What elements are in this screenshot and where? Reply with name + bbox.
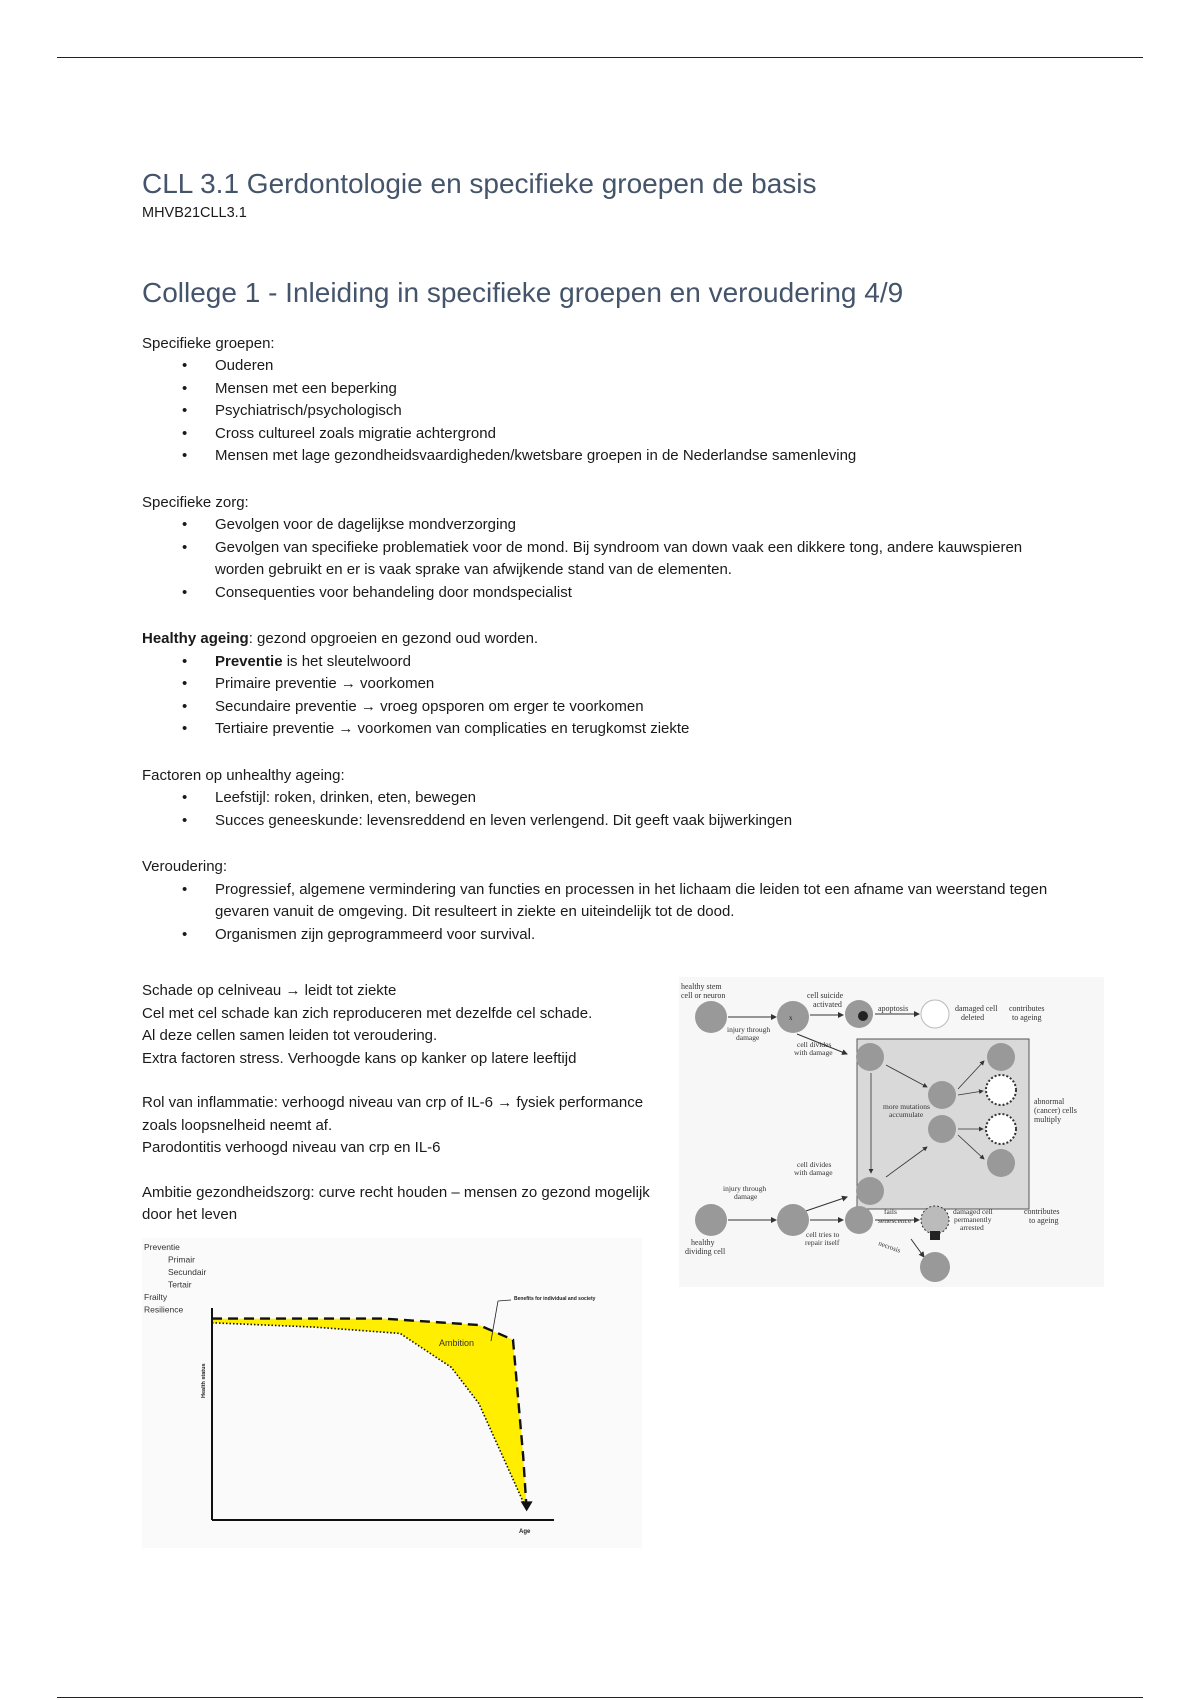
list-item bbox=[142, 651, 1102, 674]
section-heading: Specifieke zorg: bbox=[142, 493, 249, 511]
label-abnormal-1: abnormal bbox=[1034, 1097, 1065, 1106]
document-title: CLL 3.1 Gerdontologie en specifieke groepen de basis bbox=[142, 168, 817, 199]
arrested-cell bbox=[921, 1206, 949, 1234]
legend-line: Tertair bbox=[168, 1279, 192, 1290]
left-column bbox=[142, 980, 662, 1249]
mutating-cell bbox=[928, 1081, 956, 1109]
heading-rest: : gezond opgroeien en gezond oud worden. bbox=[248, 630, 539, 648]
list-item: • Psychiatrisch/psychologisch bbox=[142, 400, 1102, 423]
label-healthy-stem-2: cell or neuron bbox=[681, 991, 726, 1000]
list-item: • Succes geneeskunde: levensreddend en leven verlengend. Dit geeft vaak bijwerkingen bbox=[142, 810, 1102, 833]
label-cell-suicide-2: activated bbox=[813, 1000, 842, 1009]
list-item: • Gevolgen voor de dagelijkse mondverzorging bbox=[142, 514, 1102, 537]
list-item: • Primaire preventie → voorkomen bbox=[142, 673, 1102, 696]
label-damaged-arrested-1: damaged cell bbox=[953, 1207, 993, 1216]
list-item: • Secundaire preventie → vroeg opsporen om erger te voorkomen bbox=[142, 696, 1102, 719]
inflammatie-paragraph bbox=[142, 1092, 662, 1160]
label-healthy-stem-1: healthy stem bbox=[681, 982, 722, 991]
lock-icon bbox=[930, 1231, 940, 1240]
damaged-cell bbox=[777, 1204, 809, 1236]
label-contributes-top-2: to ageing bbox=[1012, 1013, 1042, 1022]
document-body bbox=[142, 166, 1102, 946]
label-injury-bottom-1: injury through bbox=[723, 1184, 767, 1193]
y-axis-label: Health status bbox=[201, 1363, 207, 1398]
dividing-cell bbox=[856, 1177, 884, 1205]
text-line: Al deze cellen samen leiden tot veroudering. bbox=[142, 1027, 438, 1044]
section-specifieke-zorg bbox=[142, 492, 1102, 605]
legend-line: Resilience bbox=[144, 1304, 184, 1315]
label-injury-bottom-2: damage bbox=[734, 1192, 758, 1201]
text-line: Parodontitis verhoogd niveau van crp en IL-6 bbox=[142, 1139, 441, 1156]
label-cell-divides-top-1: cell divides bbox=[797, 1040, 832, 1049]
schade-paragraph bbox=[142, 980, 662, 1070]
course-code: MHVB21CLL3.1 bbox=[142, 205, 247, 221]
list-item: • Leefstijl: roken, drinken, eten, bewegen bbox=[142, 787, 1102, 810]
label-damaged-deleted-1: damaged cell bbox=[955, 1004, 998, 1013]
text-line: Schade op celniveau → leidt tot ziekte bbox=[142, 982, 397, 999]
section-heading: Specifieke groepen: bbox=[142, 334, 275, 352]
repairing-cell bbox=[845, 1206, 873, 1234]
x-axis-label: Age bbox=[519, 1529, 531, 1535]
label-healthy-dividing-1: healthy bbox=[691, 1238, 715, 1247]
mutating-cell bbox=[928, 1115, 956, 1143]
text-line: Extra factoren stress. Verhoogde kans op kanker op latere leeftijd bbox=[142, 1049, 577, 1067]
label-healthy-dividing-2: dividing cell bbox=[685, 1247, 726, 1256]
label-necrosis: necrosis bbox=[877, 1239, 902, 1255]
list-item: • Organismen zijn geprogrammeerd voor survival. bbox=[142, 924, 1102, 947]
label-cell-tries-1: cell tries to bbox=[806, 1230, 840, 1239]
dividing-cell bbox=[856, 1043, 884, 1071]
label-cell-tries-2: repair itself bbox=[805, 1238, 840, 1247]
item-rest: is het sleutelwoord bbox=[282, 652, 411, 670]
list-item: • Consequenties voor behandeling door mondspecialist bbox=[142, 582, 1102, 605]
top-rule bbox=[57, 57, 1143, 58]
label-cell-suicide-1: cell suicide bbox=[807, 991, 844, 1000]
cancer-cell bbox=[986, 1075, 1016, 1105]
label-injury-top-1: injury through bbox=[727, 1025, 771, 1034]
area-label: Ambition bbox=[439, 1338, 475, 1348]
bold-term: Healthy ageing bbox=[142, 630, 249, 648]
list-item: • Mensen met een beperking bbox=[142, 378, 1102, 401]
label-abnormal-2: (cancer) cells bbox=[1034, 1106, 1077, 1115]
damaged-cell bbox=[777, 1001, 809, 1033]
label-contributes-top-1: contributes bbox=[1009, 1004, 1045, 1013]
legend-line: Preventie bbox=[144, 1242, 180, 1252]
label-more-mutations-1: more mutations bbox=[883, 1102, 930, 1111]
legend-line: Frailty bbox=[144, 1292, 168, 1302]
annotation-label: Benefits for individual and society bbox=[514, 1296, 596, 1302]
label-cell-divides-top-2: with damage bbox=[794, 1048, 833, 1057]
cancer-cell bbox=[987, 1149, 1015, 1177]
text-line: Rol van inflammatie: verhoogd niveau van crp of IL-6 → fysiek performance zoals loopsnelheid neemt af. bbox=[142, 1094, 644, 1134]
text-line: Ambitie gezondheidszorg: curve recht houden – mensen zo gezond mogelijk door het leven bbox=[142, 1183, 650, 1223]
nucleus bbox=[858, 1011, 868, 1021]
health-chart-svg bbox=[142, 1238, 642, 1548]
bullet-list bbox=[142, 355, 1102, 468]
healthy-dividing-cell bbox=[695, 1204, 727, 1236]
list-item: • Cross cultureel zoals migratie achtergrond bbox=[142, 423, 1102, 446]
text-line: Cel met cel schade kan zich reproduceren met dezelfde cel schade. bbox=[142, 1004, 593, 1022]
label-damaged-deleted-2: deleted bbox=[961, 1013, 985, 1022]
cell-damage-diagram bbox=[679, 977, 1104, 1287]
label-injury-top-2: damage bbox=[736, 1033, 760, 1042]
chart-background bbox=[142, 1238, 642, 1548]
label-fails-1: fails bbox=[884, 1207, 897, 1216]
label-abnormal-3: multiply bbox=[1034, 1115, 1062, 1124]
section-heading bbox=[142, 628, 1102, 651]
list-item: • Gevolgen van specifieke problematiek voor de mond. Bij syndroom van down vaak een dikkere tong, andere kauwspieren worden gebruikt en er is vaak sprake van afwijkende stand van de elementen. bbox=[142, 537, 1102, 582]
healthy-stem-cell bbox=[695, 1001, 727, 1033]
health-status-chart bbox=[142, 1238, 642, 1548]
cancer-cell bbox=[986, 1114, 1016, 1144]
list-item: • Mensen met lage gezondheidsvaardigheden/kwetsbare groepen in de Nederlandse samenleving bbox=[142, 445, 1102, 468]
necrotic-cell bbox=[920, 1252, 950, 1282]
list-item: • Tertiaire preventie → voorkomen van complicaties en terugkomst ziekte bbox=[142, 718, 1102, 741]
section-veroudering bbox=[142, 856, 1102, 946]
legend-line: Secundair bbox=[168, 1267, 207, 1277]
ambitie-paragraph bbox=[142, 1182, 662, 1227]
bullet-list bbox=[142, 514, 1102, 604]
cell-damage-svg bbox=[679, 977, 1104, 1287]
label-cell-divides-bottom-1: cell divides bbox=[797, 1160, 832, 1169]
label-more-mutations-2: accumulate bbox=[889, 1110, 924, 1119]
damage-mark: x bbox=[789, 1014, 793, 1022]
section-specifieke-groepen bbox=[142, 333, 1102, 468]
bullet-list bbox=[142, 879, 1102, 947]
bullet-list bbox=[142, 651, 1102, 741]
deleted-cell bbox=[921, 1000, 949, 1028]
legend-line: Primair bbox=[168, 1254, 195, 1265]
label-fails-2: senescence bbox=[878, 1216, 912, 1225]
cancer-cell bbox=[987, 1043, 1015, 1071]
label-contributes-bottom-1: contributes bbox=[1024, 1207, 1060, 1216]
list-item: • Progressief, algemene vermindering van functies en processen in het lichaam die leiden tot een afname van weerstand tegen gevaren vanuit de omgeving. Dit resulteert in ziekte en uiteindelijk tot de dood. bbox=[142, 879, 1102, 924]
section-unhealthy-ageing bbox=[142, 765, 1102, 833]
label-damaged-arrested-3: arrested bbox=[960, 1223, 984, 1232]
college-heading: College 1 - Inleiding in specifieke groepen en veroudering 4/9 bbox=[142, 276, 904, 308]
list-item: • Ouderen bbox=[142, 355, 1102, 378]
bullet-list bbox=[142, 787, 1102, 832]
label-cell-divides-bottom-2: with damage bbox=[794, 1168, 833, 1177]
label-contributes-bottom-2: to ageing bbox=[1029, 1216, 1059, 1225]
label-damaged-arrested-2: permanently bbox=[954, 1215, 992, 1224]
bottom-rule bbox=[57, 1697, 1143, 1698]
section-healthy-ageing bbox=[142, 628, 1102, 741]
section-heading: Veroudering: bbox=[142, 858, 228, 876]
bold-term: Preventie bbox=[215, 652, 283, 670]
section-heading: Factoren op unhealthy ageing: bbox=[142, 766, 345, 784]
label-apoptosis: apoptosis bbox=[878, 1004, 909, 1013]
